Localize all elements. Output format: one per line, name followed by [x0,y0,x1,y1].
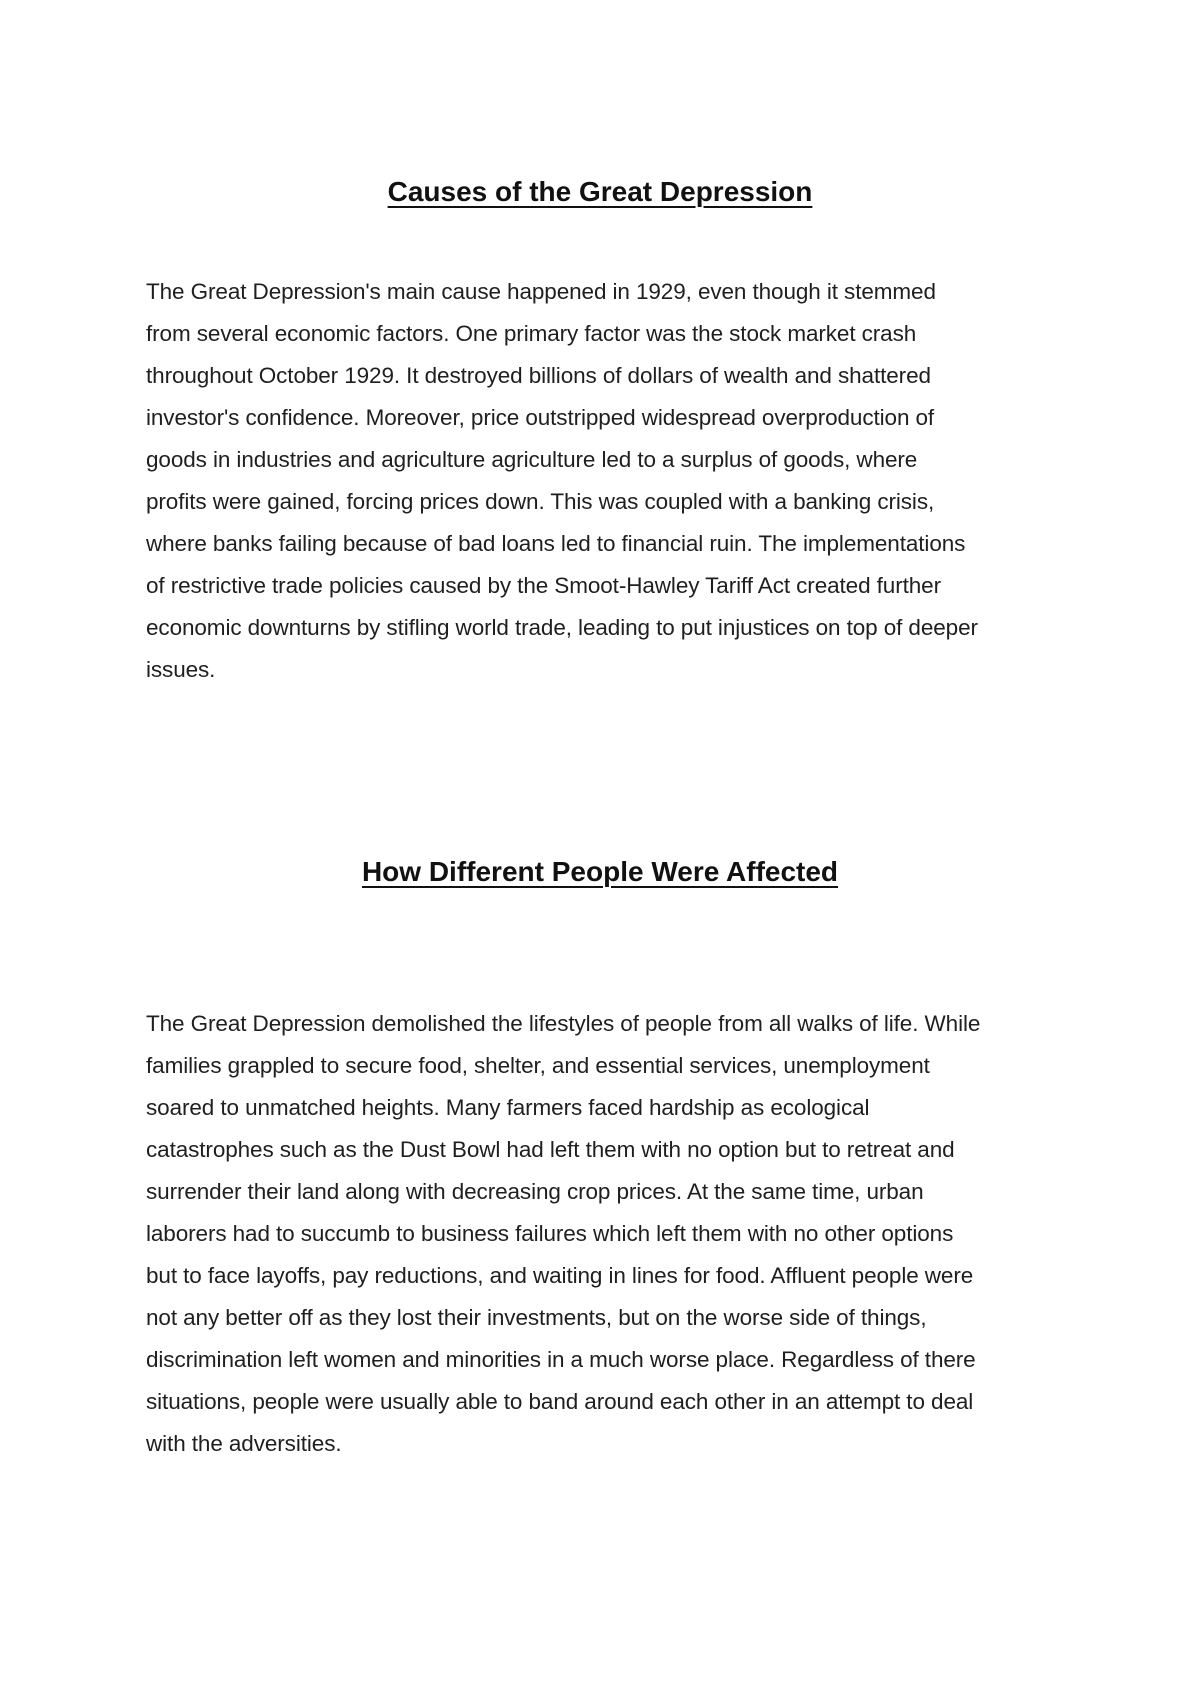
paragraph-line: not any better off as they lost their investments, but on the worse side of things, [146,1305,927,1330]
paragraph-line: profits were gained, forcing prices down. This was coupled with a banking crisis, [146,489,935,514]
paragraph-line: The Great Depression's main cause happened in 1929, even though it stemmed [146,279,936,304]
paragraph-line: soared to unmatched heights. Many farmers faced hardship as ecological [146,1095,870,1120]
paragraph-line: investor's confidence. Moreover, price outstripped widespread overproduction of [146,405,935,430]
paragraph-causes [146,271,1086,691]
paragraph-line: goods in industries and agriculture agriculture led to a surplus of goods, where [146,447,918,472]
paragraph-line: economic downturns by stifling world trade, leading to put injustices on top of deeper [146,615,978,640]
paragraph-line: The Great Depression demolished the lifestyles of people from all walks of life. While [146,1011,981,1036]
paragraph-line: families grappled to secure food, shelter, and essential services, unemployment [146,1053,930,1078]
heading-causes-of-great-depression: Causes of the Great Depression [387,176,813,207]
paragraph-line: discrimination left women and minorities in a much worse place. Regardless of there [146,1347,976,1372]
heading-how-different-people-were-affected: How Different People Were Affected [361,856,839,887]
paragraph-line: laborers had to succumb to business failures which left them with no other options [146,1221,954,1246]
paragraph-line: with the adversities. [146,1431,342,1456]
paragraph-line: situations, people were usually able to band around each other in an attempt to deal [146,1389,974,1414]
paragraph-line: from several economic factors. One primary factor was the stock market crash [146,321,917,346]
paragraph-line: catastrophes such as the Dust Bowl had left them with no option but to retreat and [146,1137,955,1162]
paragraph-line: issues. [146,657,216,682]
paragraph-people-affected [146,1003,1086,1465]
paragraph-line: but to face layoffs, pay reductions, and waiting in lines for food. Affluent people were [146,1263,974,1288]
paragraph-line: of restrictive trade policies caused by the Smoot-Hawley Tariff Act created further [146,573,941,598]
paragraph-line: surrender their land along with decreasing crop prices. At the same time, urban [146,1179,924,1204]
paragraph-line: where banks failing because of bad loans led to financial ruin. The implementations [146,531,966,556]
paragraph-line: throughout October 1929. It destroyed billions of dollars of wealth and shattered [146,363,931,388]
